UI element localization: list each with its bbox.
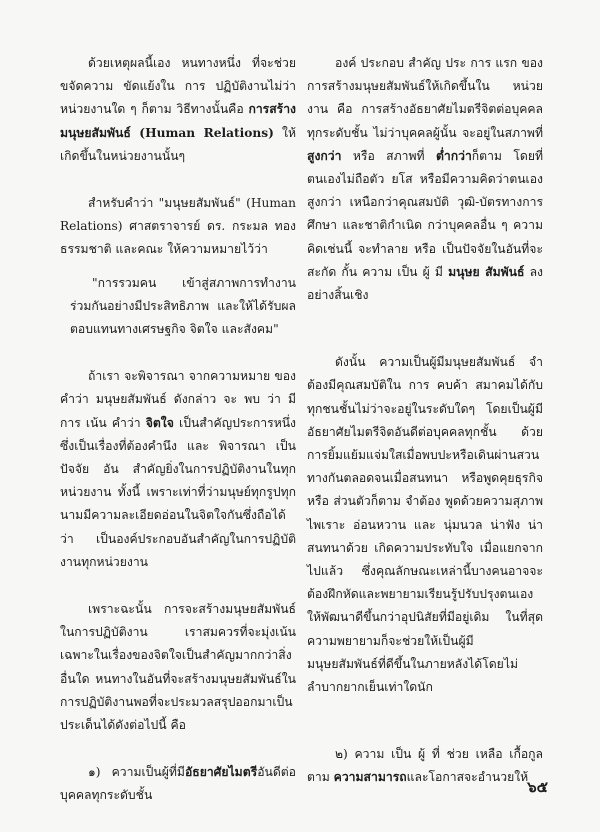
- paragraph-qualities: ดังนั้น ความเป็นผู้มีมนุษยสัมพันธ์ จำต้องมีคุณสมบัติใน การ คบค้า สมาคมได้กับทุกชนชั้นไม่ว่าจะอยู่ในระดับใดๆ โดยเป็นผู้มีอัธยาศัยไมตรีจิตอันดีต่อบุคคลทุกชั้น ด้วยการยิ้มแย้มแจ่มใสเมื่อพบปะหรือเดินผ่านสวนทางกันตลอดจนเมื่อสนทนา หรือพูดคุยธุรกิจ หรือ ส่วนตัวก็ตาม จำต้อง พูดด้วยความสุภาพไพเราะ อ่อนหวาน และ นุ่มนวล น่าฟัง น่าสนทนาด้วย เกิดความประทับใจ เมื่อแยกจากไปแล้ว ซึ่งคุณลักษณะเหล่านี้บางคนอาจจะต้องฝึกหัดและพยายามเรียนรู้ปรับปรุงตนเองให้พัฒนาดีขึ้นกว่าอุปนิสัยที่มีอยู่เดิม ในที่สุดความพยายามก็จะช่วยให้เป็นผู้มีมนุษยสัมพันธ์ที่ดีขึ้นในภายหลังได้โดยไม่ลำบากยากเย็นเท่าใดนัก: [307, 355, 543, 695]
- bold-term-ability: ความสามารถ: [333, 770, 407, 785]
- text-run: และโอกาสจะอำนวยให้: [406, 770, 529, 785]
- text-run: องค์ ประกอบ สำคัญ ประ การ แรก ของ การสร้างมนุษยสัมพันธ์ให้เกิดขึ้นใน หน่วยงาน คือ การสร้างอัธยาศัยไมตรีจิตต่อบุคคลทุกระดับชั้น ไม่ว่าบุคคลผู้นั้น จะอยู่ในสภาพที่: [307, 56, 543, 140]
- definition-quote: "การรวมคน เข้าสู่สภาพการทำงาน ร่วมกันอย่างมีประสิทธิภาพ และให้ได้รับผลตอบแทนทางเศรษฐกิจ จิตใจ และสังคม": [70, 275, 296, 337]
- paragraph-approach: เพราะฉะนั้น การจะสร้างมนุษยสัมพันธ์ในการปฏิบัติงาน เราสมควรที่จะมุ่งเน้นเฉพาะในเรื่องของจิตใจเป็นสำคัญมากกว่าสิ่งอื่นใด หนทางในอันที่จะสร้างมนุษยสัมพันธ์ในการปฏิบัติงานพอที่จะประมวลสรุปออกมาเป็นประเด็นได้ดังต่อไปนี้ คือ: [60, 602, 296, 733]
- paragraph-definition-lead: สำหรับคำว่า "มนุษยสัมพันธ์" (Human Relations) ศาสตราจารย์ ดร. กระมล ทองธรรมชาติ และคณะ ให้ความหมายไว้ว่า: [60, 196, 296, 257]
- right-column: [307, 52, 543, 814]
- paragraph-mind-emphasis: [60, 365, 296, 574]
- bold-term-human-relations-th: มนุษย สัมพันธ์: [448, 264, 525, 279]
- page-number: ๖๕: [527, 778, 548, 796]
- bold-term-hospitality: อัธยาศัยไมตรี: [184, 765, 258, 780]
- bold-term-higher: สูงกว่า: [307, 148, 342, 163]
- paragraph-intro: [60, 52, 296, 168]
- text-run: ถ้าเรา จะพิจารณา จากความหมาย ของคำว่า มนุษยสัมพันธ์ ดังกล่าว จะ พบ ว่า มี การ เน้น คำว่า: [60, 369, 296, 430]
- text-run: ๒) ความ เป็น ผู้ ที่ ช่วย เหลือ เกื้อกูล ตาม: [307, 747, 543, 785]
- list-item-1: [60, 761, 296, 807]
- bold-term-human-relations: การสร้างมนุษยสัมพันธ์ (Human Relations): [60, 102, 296, 140]
- bold-term-lower: ต่ำกว่า: [435, 148, 472, 163]
- list-item-2: [307, 743, 543, 789]
- text-run: ให้เกิดขึ้นในหน่วยงานนั้นๆ: [60, 125, 296, 163]
- left-column: [60, 52, 296, 832]
- text-run: หรือ สภาพที่: [341, 148, 436, 163]
- text-run: ลง อย่างสิ้นเชิง: [307, 264, 543, 303]
- text-run: เป็นสำคัญประการหนึ่ง ซึ่งเป็นเรื่องที่ต้องคำนึง และ พิจารณา เป็น ปัจจัย อัน สำคัญยิ่งในการปฏิบัติงานในทุกหน่วยงาน ทั้งนี้ เพราะเท่าที่ว่ามนุษย์ทุกรูปทุกนามมีความละเอียดอ่อนในจิตใจกันซึ่งถือได้ว่า เป็นองค์ประกอบอันสำคัญในการปฏิบัติงานทุกหน่วยงาน: [60, 415, 297, 569]
- text-run: อันดีต่อบุคคลทุกระดับชั้น: [60, 765, 296, 803]
- bold-term-mind: จิตใจ: [145, 415, 174, 430]
- text-run: ก็ตาม โดยที่ตนเองไม่ถือตัว ยโส หรือมีความคิดว่าตนเองสูงกว่า เหนือกว่าคุณสมบัติ วุฒิ-บัตรทางการศึกษา และชาติกำเนิด กว่าบุคคลอื่น ๆ ความคิดเช่นนี้ จะทำลาย หรือ เป็นปัจจัยในอันที่จะสะกัด กั้น ความ เป็น ผู้ มี: [307, 148, 544, 279]
- paragraph-first-element: [307, 52, 543, 307]
- text-run: ๑) ความเป็นผู้ที่มี: [88, 765, 185, 780]
- text-run: ด้วยเหตุผลนี้เอง หนทางหนึ่ง ที่จะช่วยขจัดความ ขัดแย้งใน การ ปฏิบัติงานไม่ว่า หน่วยงานใด ๆ ก็ตาม วิธีทางนั้นคือ: [60, 56, 296, 117]
